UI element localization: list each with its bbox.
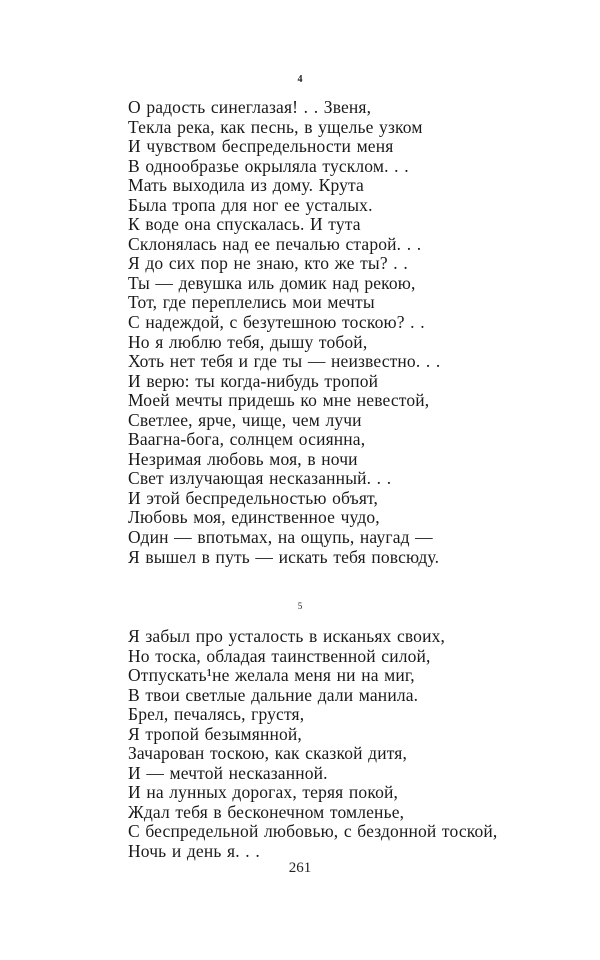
poem-line: Я забыл про усталость в исканьях своих, xyxy=(128,626,446,646)
poem-line: Мать выходила из дому. Крута xyxy=(128,175,364,196)
poem-line: Но я люблю тебя, дышу тобой, xyxy=(128,331,368,352)
poem-line: С надеждой, с безутешною тоскою? . . xyxy=(128,312,425,333)
section-number: 5 xyxy=(297,601,303,611)
poem-line: Я вышел в путь — искать тебя повсюду. xyxy=(128,546,440,567)
poem-line: Любовь моя, единственное чудо, xyxy=(128,507,380,528)
poem-line: Я тропой безымянной, xyxy=(128,723,302,744)
poem-line: И на лунных дорогах, теряя покой, xyxy=(128,782,399,803)
poem-section-5 xyxy=(128,627,497,862)
poem-line: К воде она спускалась. И тута xyxy=(128,214,361,235)
poem-line: Я до сих пор не знаю, кто же ты? . . xyxy=(128,253,408,274)
poem-line: О радость синеглазая! . . Звеня, xyxy=(128,97,372,117)
poem-section-4 xyxy=(128,98,440,567)
page-number: 261 xyxy=(288,860,312,876)
poem-line: Отпускать¹не желала меня ни на миг, xyxy=(128,665,415,686)
poem-line: Светлее, ярче, чище, чем лучи xyxy=(128,409,362,430)
poem-line: Свет излучающая несказанный. . . xyxy=(128,468,392,489)
poem-line: Тот, где переплелись мои мечты xyxy=(128,292,375,313)
poem-line: Незримая любовь моя, в ночи xyxy=(128,448,358,469)
poem-line: Один — впотьмах, на ощупь, наугад — xyxy=(128,527,433,548)
poem-line: Хоть нет тебя и где ты — неизвестно. . . xyxy=(128,351,441,372)
poem-line: Ждал тебя в бесконечном томленье, xyxy=(128,801,405,822)
poem-line: И верю: ты когда-нибудь тропой xyxy=(128,370,379,391)
section-number: 4 xyxy=(297,74,303,85)
poem-line: Брел, печалясь, грустя, xyxy=(128,704,305,725)
poem-line: Была тропа для ног ее усталых. xyxy=(128,194,373,215)
poem-line: И чувством беспредельности меня xyxy=(128,136,394,157)
poem-line: В твои светлые дальние дали манила. xyxy=(128,684,419,705)
poem-line: Зачарован тоскою, как сказкой дитя, xyxy=(128,743,408,764)
poem-line: Ты — девушка иль домик над рекою, xyxy=(128,272,416,293)
poem-line: И — мечтой несказанной. xyxy=(128,762,328,783)
poem-line: В однообразье окрыляла тусклом. . . xyxy=(128,155,409,176)
poem-line: И этой беспредельностью объят, xyxy=(128,487,379,508)
poem-line: Но тоска, обладая таинственной силой, xyxy=(128,645,431,666)
poem-line: Склонялась над ее печалью старой. . . xyxy=(128,233,422,254)
poem-line: Текла река, как песнь, в ущелье узком xyxy=(128,116,423,137)
poem-line: Моей мечты придешь ко мне невестой, xyxy=(128,390,430,411)
poem-line: С беспредельной любовью, с бездонной тоской, xyxy=(128,821,498,842)
poem-line: Ночь и день я. . . xyxy=(128,841,260,862)
poem-line: Ваагна-бога, солнцем осиянна, xyxy=(128,429,366,450)
